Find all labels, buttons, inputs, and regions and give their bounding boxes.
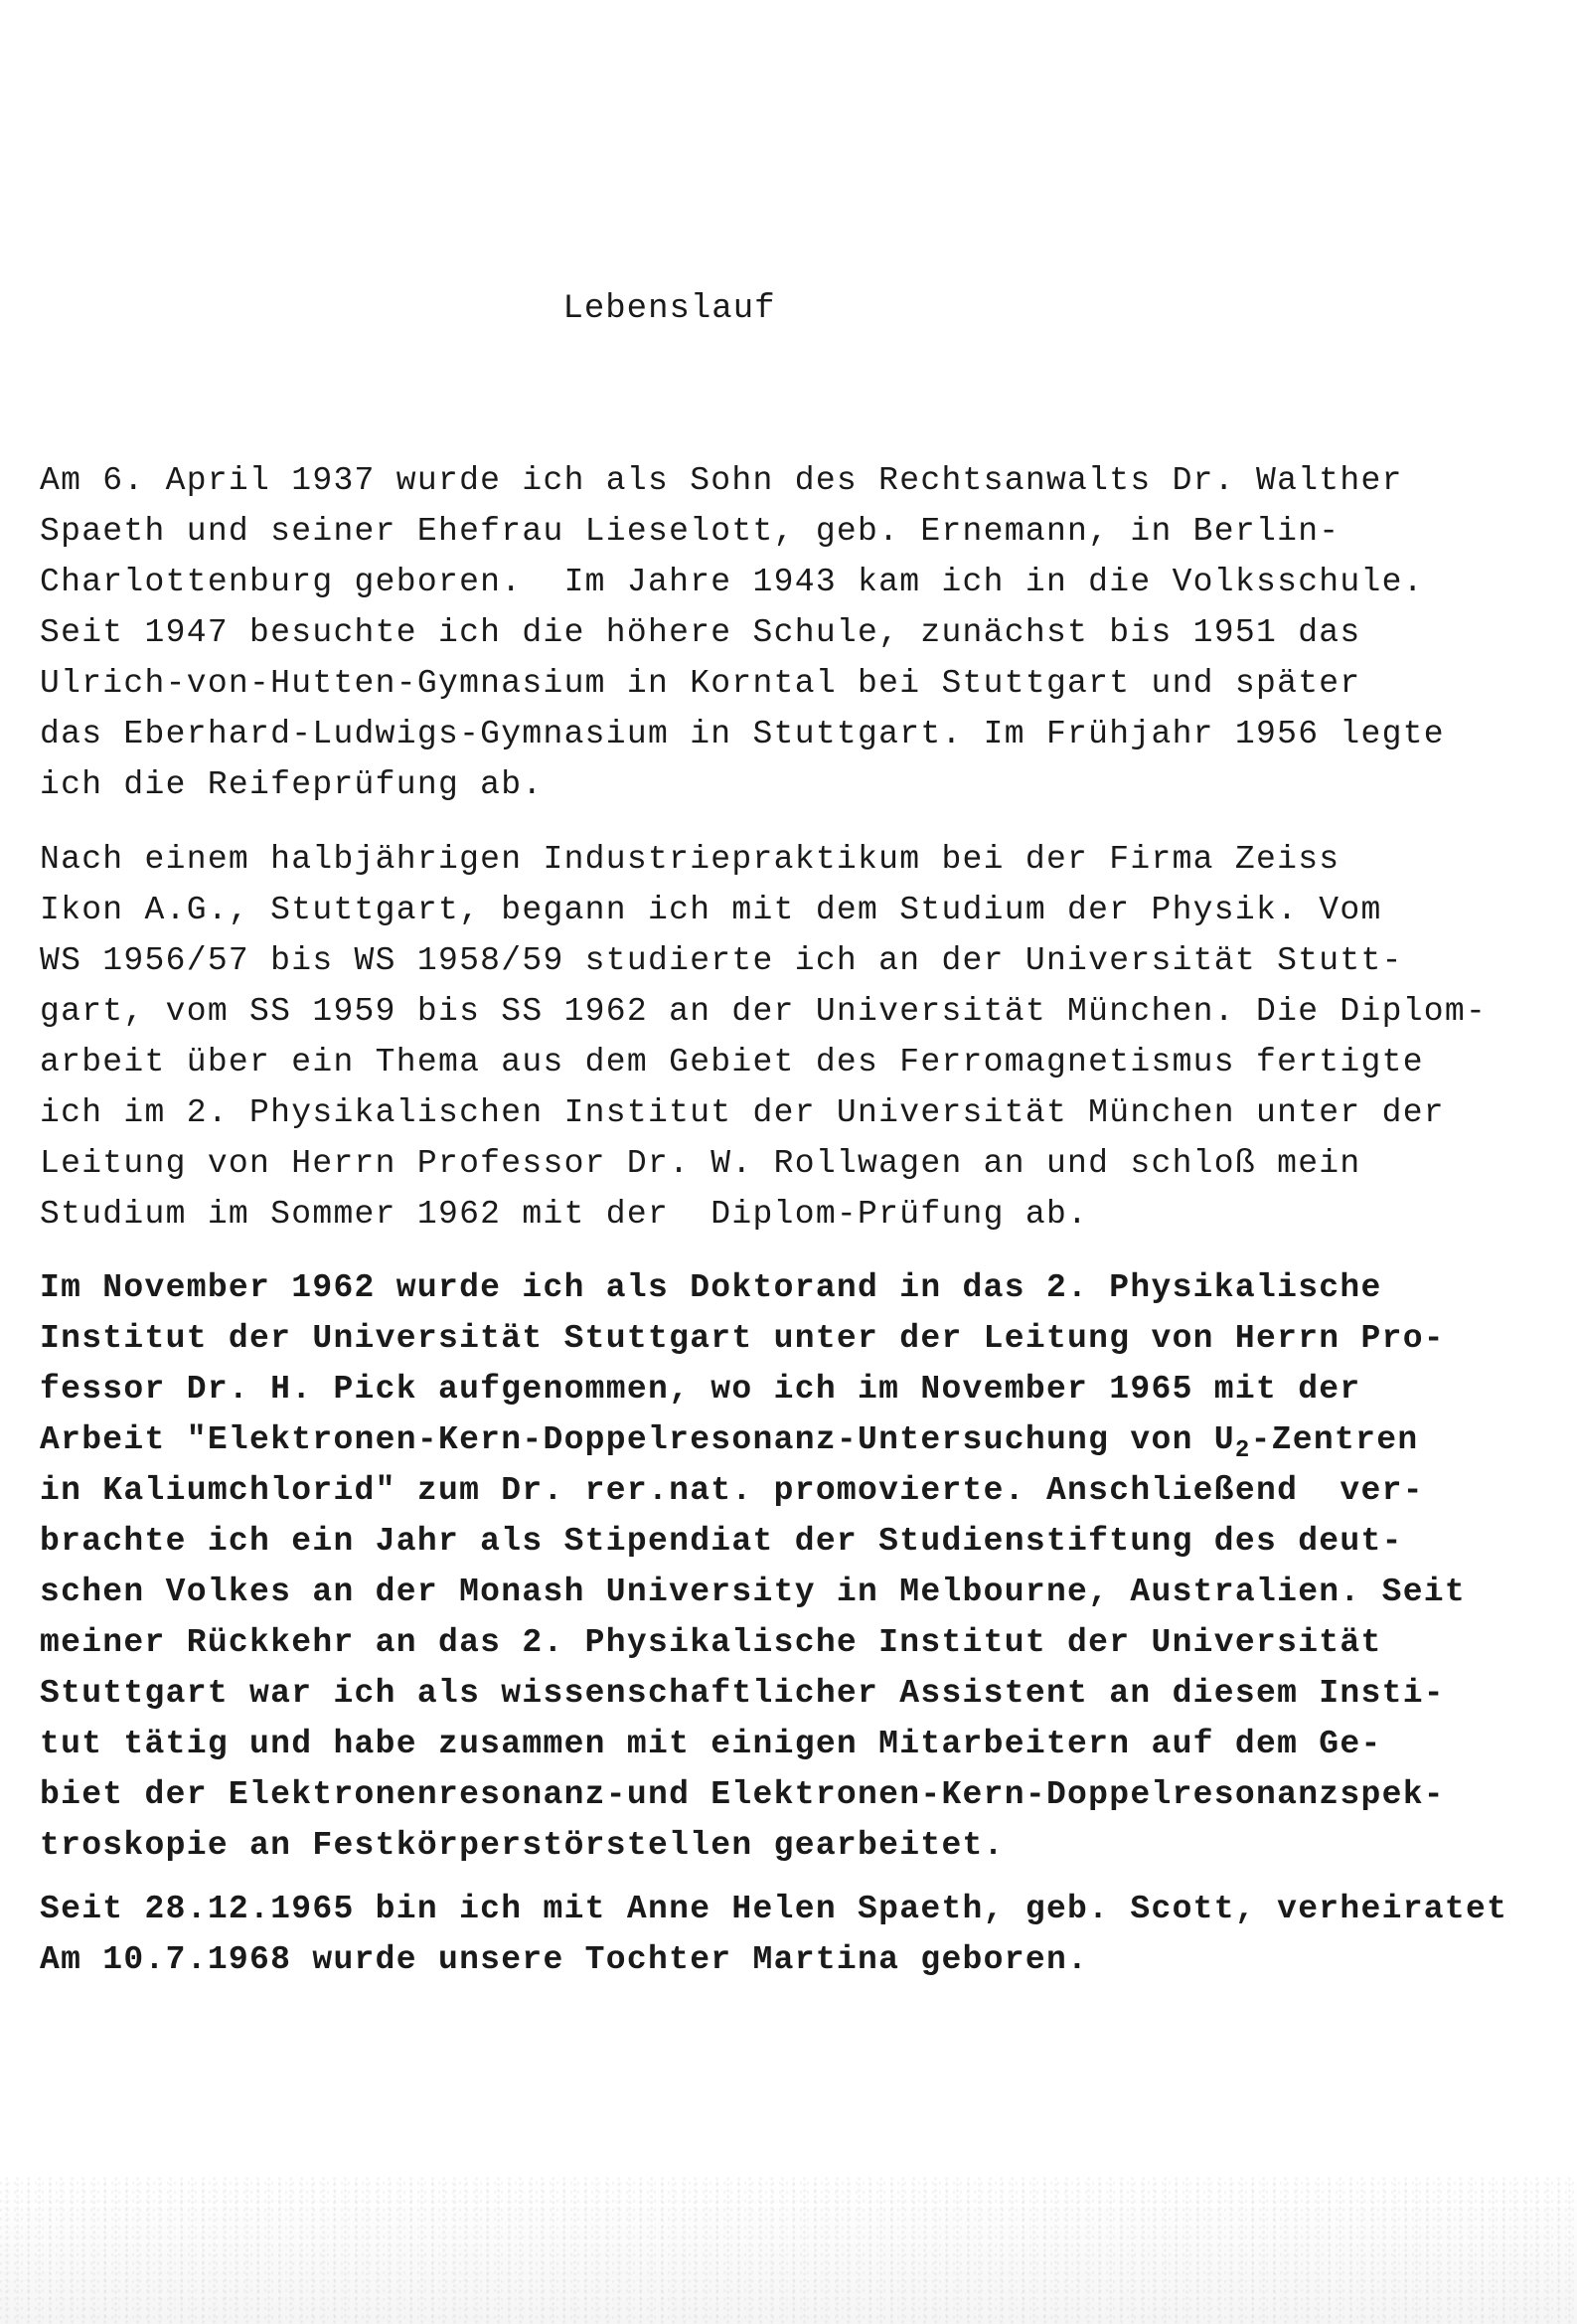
subscript: 2 [1234,1437,1251,1464]
text-line: Am 10.7.1968 wurde unsere Tochter Martina geboren. [40,1941,1089,1978]
text-segment: Arbeit "Elektronen-Kern-Doppelresonanz-Untersuchung von U [40,1421,1235,1458]
paragraph-birth-school [40,455,1445,810]
text-line: Ikon A.G., Stuttgart, begann ich mit dem Studium der Physik. Vom [40,892,1382,928]
text-line: Institut der Universität Stuttgart unter der Leitung von Herrn Pro- [40,1320,1445,1357]
document-title: Lebenslauf [562,290,776,328]
text-line: in Kaliumchlorid" zum Dr. rer.nat. promovierte. Anschließend ver- [40,1472,1424,1509]
text-line: troskopie an Festkörperstörstellen gearbeitet. [40,1827,1005,1864]
text-line: fessor Dr. H. Pick aufgenommen, wo ich im November 1965 mit der [40,1371,1361,1408]
text-line: Ulrich-von-Hutten-Gymnasium in Korntal bei Stuttgart und später [40,665,1361,702]
text-line: meiner Rückkehr an das 2. Physikalische Institut der Universität [40,1624,1382,1661]
paragraph-doctorate [40,1262,1466,1871]
paragraph-studies [40,834,1487,1240]
text-line: Seit 1947 besuchte ich die höhere Schule, zunächst bis 1951 das [40,614,1361,651]
text-line: ich im 2. Physikalischen Institut der Universität München unter der [40,1094,1445,1131]
text-line: das Eberhard-Ludwigs-Gymnasium in Stuttgart. Im Frühjahr 1956 legte [40,716,1445,752]
paragraph-family [40,1884,1507,1985]
text-segment: -Zentren [1250,1421,1419,1458]
text-line: Stuttgart war ich als wissenschaftlicher Assistent an diesem Insti- [40,1675,1445,1712]
text-line: gart, vom SS 1959 bis SS 1962 an der Universität München. Die Diplom- [40,993,1488,1030]
text-line: biet der Elektronenresonanz-und Elektronen-Kern-Doppelresonanzspek- [40,1776,1445,1813]
text-line: Spaeth und seiner Ehefrau Lieselott, geb. Ernemann, in Berlin- [40,513,1340,550]
text-line: Am 6. April 1937 wurde ich als Sohn des Rechtsanwalts Dr. Walther [40,462,1403,499]
text-line-with-subscript [40,1414,1466,1465]
text-line: Im November 1962 wurde ich als Doktorand in das 2. Physikalische [40,1269,1382,1306]
text-line: ich die Reifeprüfung ab. [40,766,544,803]
text-line: Leitung von Herrn Professor Dr. W. Rollwagen an und schloß mein [40,1145,1361,1182]
text-line: Nach einem halbjährigen Industriepraktikum bei der Firma Zeiss [40,841,1340,878]
text-line: Studium im Sommer 1962 mit der Diplom-Prüfung ab. [40,1196,1089,1233]
text-line: Charlottenburg geboren. Im Jahre 1943 kam ich in die Volksschule. [40,564,1424,600]
text-line: tut tätig und habe zusammen mit einigen Mitarbeitern auf dem Ge- [40,1726,1382,1762]
text-line: WS 1956/57 bis WS 1958/59 studierte ich an der Universität Stutt- [40,942,1403,979]
text-line: Seit 28.12.1965 bin ich mit Anne Helen Spaeth, geb. Scott, verheiratet [40,1891,1508,1927]
text-line: arbeit über ein Thema aus dem Gebiet des Ferromagnetismus fertigte [40,1044,1424,1080]
scan-noise [0,2177,1577,2324]
text-line: brachte ich ein Jahr als Stipendiat der Studienstiftung des deut- [40,1523,1403,1560]
text-line: schen Volkes an der Monash University in Melbourne, Australien. Seit [40,1574,1467,1610]
